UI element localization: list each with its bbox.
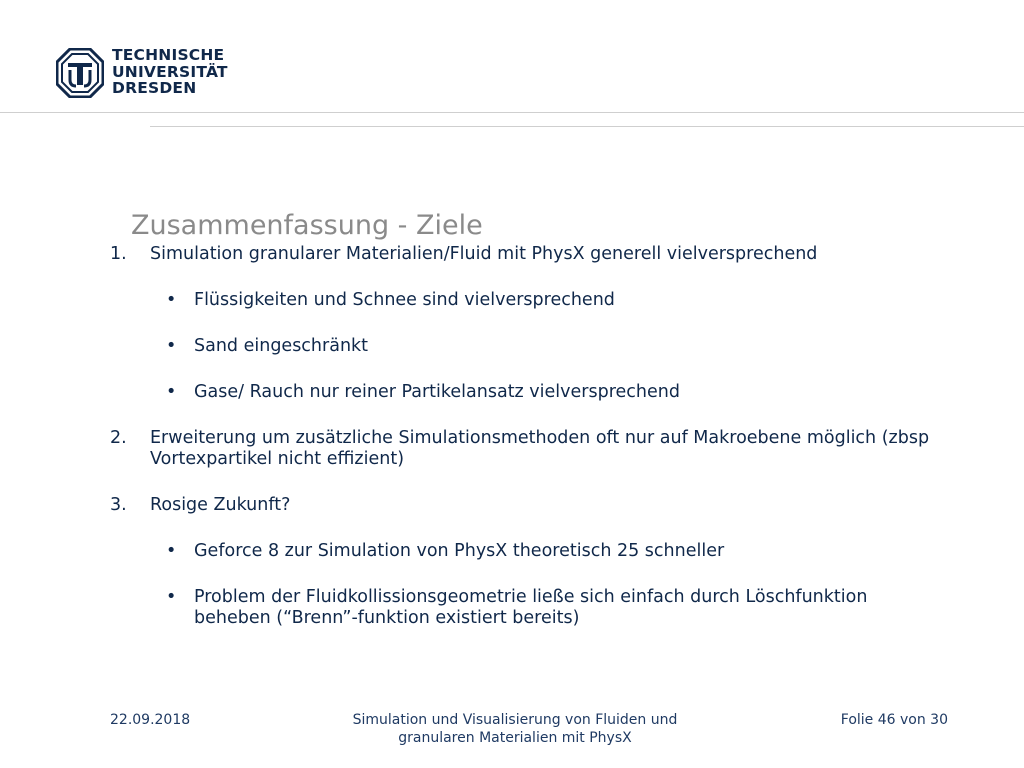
list-item-text: Simulation granularer Materialien/Fluid mit PhysX generell vielversprechend (150, 244, 818, 264)
list-item (110, 290, 930, 311)
logo-line-3: DRESDEN (112, 79, 197, 97)
list-item (110, 495, 930, 516)
university-logo (56, 46, 226, 100)
list-number: 1. (110, 244, 127, 264)
list-item-text: Problem der Fluidkollissionsgeometrie ließe sich einfach durch Löschfunktion beheben (“Brenn”-funktion existiert bereits) (194, 587, 868, 628)
list-item-text: Rosige Zukunft? (150, 495, 291, 515)
logo-line-1: TECHNISCHE (112, 46, 225, 64)
header-divider (0, 112, 1024, 113)
list-number: 3. (110, 495, 127, 515)
list-item-text: Sand eingeschränkt (194, 336, 369, 356)
footer-date: 22.09.2018 (110, 712, 191, 728)
bullet: • (166, 541, 177, 561)
list-item-text: Gase/ Rauch nur reiner Partikelansatz vielversprechend (194, 382, 680, 402)
list-item (110, 428, 930, 470)
list-item (110, 541, 930, 562)
bullet: • (166, 336, 177, 356)
logo-line-2: UNIVERSITÄT (112, 62, 228, 81)
list-item-text: Geforce 8 zur Simulation von PhysX theoretisch 25 schneller (194, 541, 725, 561)
slide-content (110, 244, 930, 629)
tu-dresden-logo-icon (56, 48, 104, 98)
footer-presentation-title: Simulation und Visualisierung von Fluiden und granularen Materialien mit PhysX (352, 712, 678, 746)
bullet: • (166, 290, 177, 310)
slide-title: Zusammenfassung - Ziele (131, 210, 483, 241)
bullet: • (166, 587, 177, 607)
list-item-text: Erweiterung um zusätzliche Simulationsmethoden oft nur auf Makroebene möglich (zbsp Vortexpartikel nicht effizient) (150, 428, 930, 469)
bullet: • (166, 382, 177, 402)
list-item-text: Flüssigkeiten und Schnee sind vielversprechend (194, 290, 615, 310)
list-item (110, 244, 930, 265)
list-item (110, 382, 930, 403)
header-divider-secondary (150, 126, 1024, 127)
list-number: 2. (110, 428, 127, 448)
list-item (110, 587, 930, 629)
logo-wordmark (112, 47, 228, 97)
footer-slide-number: Folie 46 von 30 (840, 712, 948, 728)
list-item (110, 336, 930, 357)
